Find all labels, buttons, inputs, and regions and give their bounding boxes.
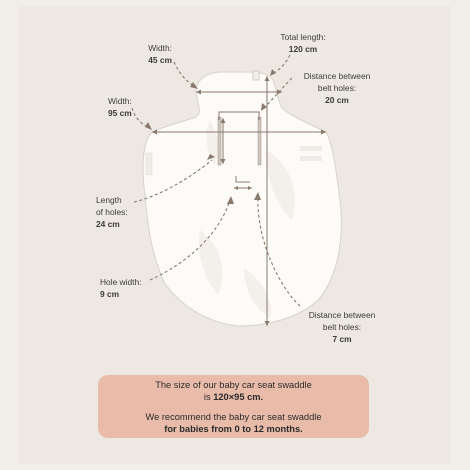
label-belt-top-text2: belt holes:: [317, 83, 357, 93]
label-hole-width-text: Hole width:: [100, 277, 142, 287]
belt-hole-left: [218, 117, 221, 165]
belt-hole-right: [258, 117, 261, 165]
label-width-top-value: 45 cm: [148, 55, 172, 65]
info-line-3: We recommend the baby car seat swaddle: [145, 412, 322, 422]
info-line-1: The size of our baby car seat swaddle: [155, 380, 312, 390]
arrowhead: [270, 69, 276, 76]
label-width-top-text: Width:: [148, 43, 172, 53]
info-line-4: [98, 424, 369, 436]
swaddle-outline: [143, 72, 341, 326]
label-width-mid-value: 95 cm: [108, 108, 132, 118]
arrowhead: [145, 122, 152, 130]
label-width-mid: [108, 95, 158, 119]
info-line-2-size: 120×95 cm.: [213, 391, 264, 402]
label-holes-length-value: 24 cm: [96, 219, 120, 229]
label-belt-top-text1: Distance between: [303, 71, 371, 81]
label-holes-length: [96, 194, 146, 230]
top-tag: [253, 71, 259, 80]
side-tab-left: [146, 153, 152, 175]
label-width-top: [118, 42, 172, 66]
side-tab-right: [300, 146, 322, 151]
label-belt-top-value: 20 cm: [325, 95, 349, 105]
label-hole-width-value: 9 cm: [100, 289, 120, 299]
side-tab-right: [300, 156, 322, 161]
label-belt-top: [294, 70, 380, 106]
leader-arrow-width-top: [174, 62, 194, 86]
label-width-mid-text: Width:: [108, 96, 132, 106]
info-line-4-age: for babies from 0 to 12 months.: [164, 423, 303, 434]
info-line-2-prefix: is: [203, 391, 214, 402]
label-hole-width: [100, 276, 160, 300]
leader-arrow-total-length: [272, 55, 290, 74]
info-box: [98, 375, 369, 438]
label-holes-length-text2: of holes:: [96, 207, 128, 217]
label-holes-length-text1: Length: [96, 195, 122, 205]
label-belt-bottom: [299, 309, 385, 345]
label-belt-bottom-text2: belt holes:: [322, 322, 362, 332]
label-total-length-text: Total length:: [280, 32, 326, 42]
info-line-2: [98, 392, 369, 404]
label-total-length-value: 120 cm: [288, 44, 318, 54]
label-total-length: [268, 31, 338, 55]
label-belt-bottom-text1: Distance between: [308, 310, 376, 320]
label-belt-bottom-value: 7 cm: [332, 334, 352, 344]
